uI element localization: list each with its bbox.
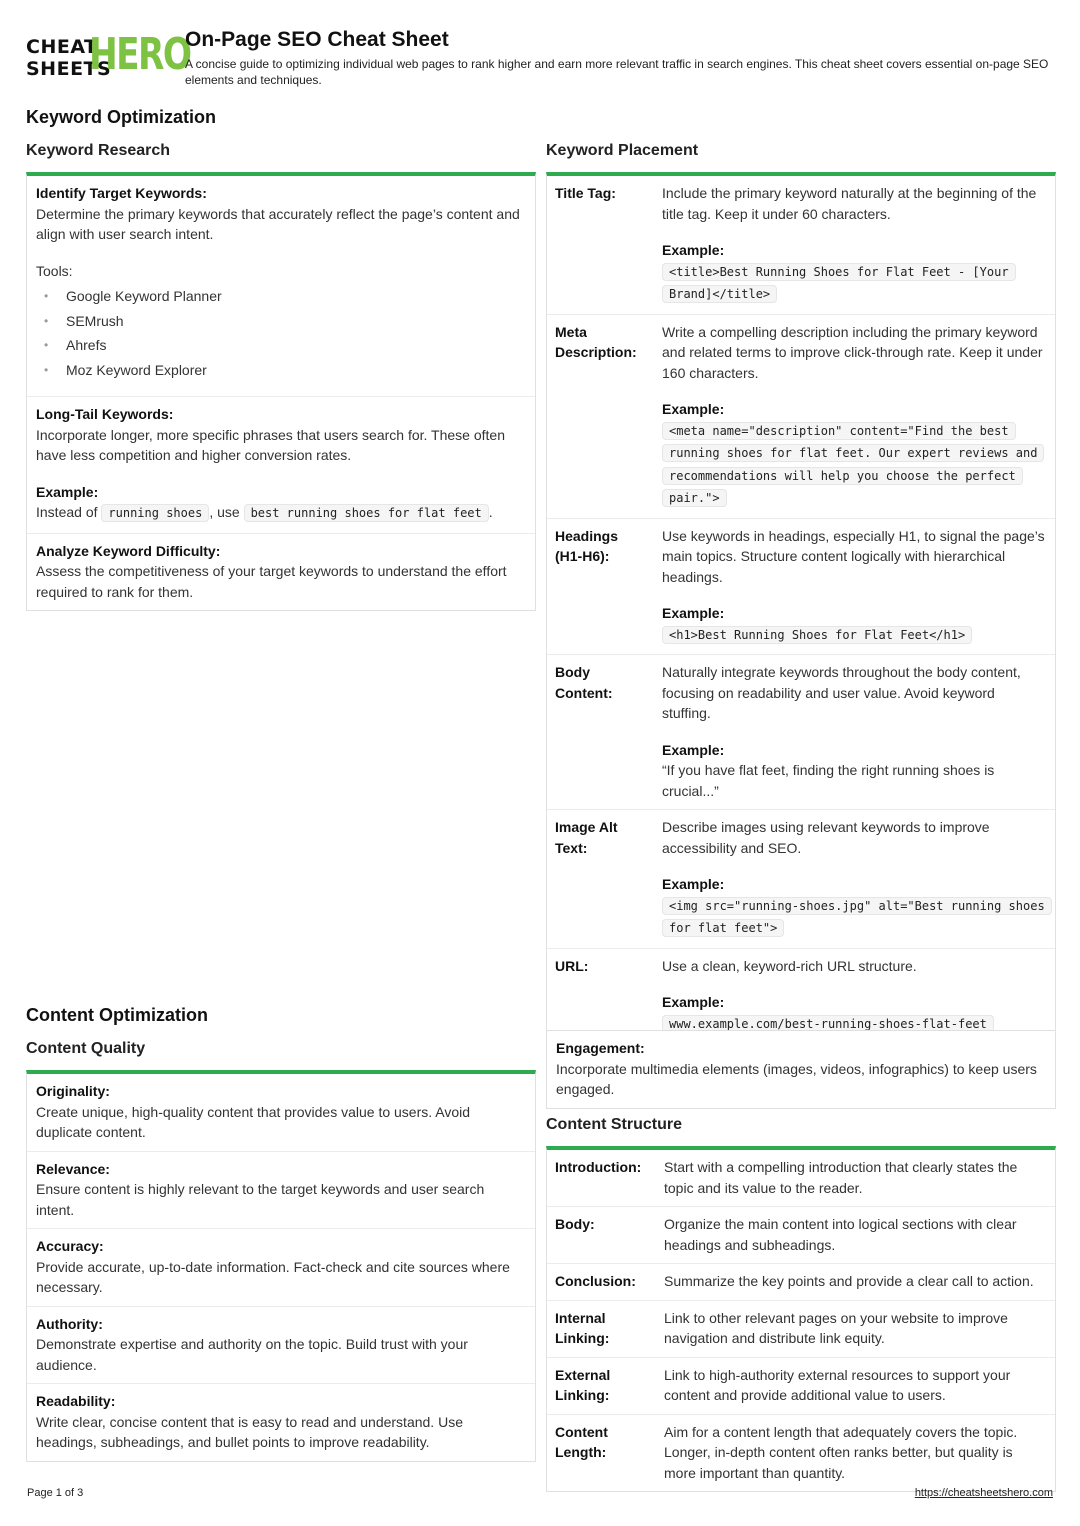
list-item [27, 1384, 535, 1461]
list-item [27, 1229, 535, 1307]
section-title-content-optimization: Content Optimization [26, 1005, 208, 1025]
code-snippet: <meta name="description" content="Find the best running shoes for flat feet. Our expert reviews and recommendations will help you choose the perfect pair."> [662, 422, 1044, 508]
row-text: Naturally integrate keywords throughout the body content, focusing on readability and user value. Avoid keyword stuffing. [662, 664, 1021, 721]
row-value: Summarize the key points and provide a clear call to action. [656, 1264, 1055, 1301]
row-key: Body: [547, 1207, 656, 1264]
row-key: Internal Linking: [547, 1300, 656, 1357]
example-label: Example: [662, 401, 725, 417]
row-value: Organize the main content into logical sections with clear headings and subheadings. [656, 1207, 1055, 1264]
row-key: Meta Description: [547, 314, 654, 518]
row-key: Introduction: [547, 1150, 656, 1207]
subsection-title-keyword-research: Keyword Research [26, 142, 171, 159]
logo-text-hero: HERO [89, 29, 191, 80]
table-row [547, 1207, 1055, 1264]
table-row [547, 1414, 1055, 1491]
subsection-title-content-quality: Content Quality [26, 1040, 146, 1057]
engagement-label: Engagement: [556, 1040, 645, 1056]
engagement-card [546, 1030, 1056, 1109]
item-label: Relevance: [36, 1160, 110, 1177]
keyword-difficulty-label: Analyze Keyword Difficulty: [36, 542, 221, 559]
page-title: On-Page SEO Cheat Sheet [185, 28, 449, 51]
row-value: Link to other relevant pages on your website to improve navigation and distribute link equity. [656, 1300, 1055, 1357]
keyword-difficulty-text: Assess the competitiveness of your target keywords to understand the effort required to rank for them. [36, 563, 507, 600]
footer-link[interactable]: https://cheatsheetshero.com [914, 1487, 1053, 1499]
example-quote: “If you have flat feet, finding the right running shoes is crucial...” [662, 762, 995, 799]
long-tail-label: Long-Tail Keywords: [36, 406, 174, 422]
table-row [547, 1357, 1055, 1414]
table-row [547, 655, 1055, 810]
item-text: Demonstrate expertise and authority on the topic. Build trust with your audience. [36, 1336, 468, 1373]
row-key: Headings (H1-H6): [547, 518, 654, 655]
item-label: Authority: [36, 1315, 103, 1332]
example-suffix: . [488, 504, 493, 520]
row-text: Write a compelling description including the primary keyword and related terms to improve click-through rate. Keep it under 160 characters. [662, 323, 1043, 381]
row-key: Image Alt Text: [547, 810, 654, 949]
list-item: • Ahrefs [66, 333, 526, 358]
table-row [547, 810, 1055, 949]
engagement-text: Incorporate multimedia elements (images, videos, infographics) to keep users engaged. [556, 1060, 1037, 1097]
row-value [654, 655, 1055, 810]
list-item: • Moz Keyword Explorer [66, 358, 526, 383]
brand-logo [26, 29, 191, 82]
row-key: Conclusion: [547, 1264, 656, 1301]
example-label: Example: [662, 741, 725, 758]
row-value [654, 810, 1055, 949]
code-snippet: www.example.com/best-running-shoes-flat-feet [662, 1015, 994, 1033]
identify-keywords-text: Determine the primary keywords that accurately reflect the page’s content and align with user search intent. [36, 205, 520, 242]
engagement-block [547, 1031, 1055, 1108]
section-title-keyword-optimization: Keyword Optimization [26, 107, 217, 127]
row-text: Use keywords in headings, especially H1, to signal the page’s main topics. Structure content logically with hierarchical headings. [662, 527, 1045, 585]
row-key: Content Length: [555, 1423, 608, 1460]
row-text: Describe images using relevant keywords to improve accessibility and SEO. [662, 819, 990, 856]
table-row [547, 1300, 1055, 1357]
tools-label: Tools: [36, 262, 73, 279]
table-row [547, 948, 1055, 1043]
code-snippet: <img src="running-shoes.jpg" alt="Best running shoes for flat feet"> [662, 897, 1052, 938]
row-text: Use a clean, keyword-rich URL structure. [662, 957, 917, 974]
row-value: Aim for a content length that adequately covers the topic. Longer, in-depth content often ranks better, but quality is more important than quantity. [664, 1423, 1018, 1481]
page-description: A concise guide to optimizing individual web pages to rank higher and earn more relevant traffic in search engines. This cheat sheet covers essential on-page SEO elements and techniques. [185, 57, 1049, 87]
row-key: URL: [555, 957, 589, 974]
row-value: Link to high-authority external resources to support your content and provide additional value to users. [656, 1357, 1055, 1414]
item-label: Accuracy: [36, 1238, 104, 1254]
item-text: Write clear, concise content that is easy to read and understand. Use headings, subheadings, and bullet points to improve readability. [36, 1413, 463, 1450]
table-row [547, 1264, 1055, 1301]
keyword-research-card [26, 172, 536, 611]
keyword-difficulty-block [27, 534, 535, 611]
content-quality-card [26, 1070, 536, 1462]
content-structure-card [546, 1146, 1056, 1492]
item-text: Create unique, high-quality content that provides value to users. Avoid duplicate content. [36, 1103, 471, 1140]
row-value [654, 518, 1055, 655]
identify-keywords-block [27, 176, 535, 397]
subsection-title-content-structure: Content Structure [546, 1116, 682, 1133]
keyword-placement-table [547, 176, 1055, 1043]
identify-keywords-label: Identify Target Keywords: [36, 185, 207, 201]
example-label: Example: [662, 876, 725, 892]
example-label: Example: [662, 242, 725, 258]
row-key: Body Content: [547, 655, 654, 810]
table-row [547, 176, 1055, 314]
long-tail-example [36, 502, 526, 525]
list-item: • SEMrush [66, 309, 526, 334]
list-item: • Google Keyword Planner [66, 284, 526, 309]
code-snippet: <title>Best Running Shoes for Flat Feet - [Your Brand]</title> [662, 263, 1016, 304]
row-key: Title Tag: [547, 176, 654, 314]
table-row [547, 314, 1055, 518]
example-label: Example: [36, 483, 99, 500]
code-snippet: running shoes [101, 504, 209, 522]
list-item [27, 1307, 535, 1385]
row-value [654, 948, 1055, 1043]
example-label: Example: [662, 605, 725, 621]
table-row [547, 518, 1055, 655]
long-tail-block [27, 397, 535, 534]
row-value [654, 314, 1055, 518]
row-value [654, 176, 1055, 314]
page-number: Page 1 of 3 [27, 1487, 84, 1499]
subsection-title-keyword-placement: Keyword Placement [546, 142, 699, 159]
example-prefix: Instead of [36, 504, 98, 520]
logo-text-cheat: CHEAT [26, 36, 98, 58]
logo-text-sheets: SHEETS [26, 58, 112, 80]
row-text: Include the primary keyword naturally at the beginning of the title tag. Keep it under 60 characters. [662, 185, 1037, 222]
row-value: Start with a compelling introduction that clearly states the topic and its value to the reader. [656, 1150, 1055, 1207]
item-text: Ensure content is highly relevant to the target keywords and user search intent. [36, 1181, 485, 1218]
content-structure-table [547, 1150, 1055, 1491]
long-tail-text: Incorporate longer, more specific phrases that users search for. These often have less competition and higher conversion rates. [36, 426, 505, 463]
row-key: External Linking: [547, 1357, 656, 1414]
keyword-placement-card [546, 172, 1056, 1044]
example-middle: , use [209, 504, 240, 520]
table-row [547, 1150, 1055, 1207]
item-label: Originality: [36, 1083, 110, 1099]
list-item [27, 1074, 535, 1152]
item-text: Provide accurate, up-to-date information. Fact-check and cite sources where necessary. [36, 1258, 510, 1295]
example-label: Example: [662, 994, 725, 1010]
code-snippet: <h1>Best Running Shoes for Flat Feet</h1> [662, 626, 972, 644]
item-label: Readability: [36, 1393, 116, 1409]
list-item [27, 1152, 535, 1230]
tools-list [36, 284, 526, 382]
code-snippet: best running shoes for flat feet [244, 504, 489, 522]
